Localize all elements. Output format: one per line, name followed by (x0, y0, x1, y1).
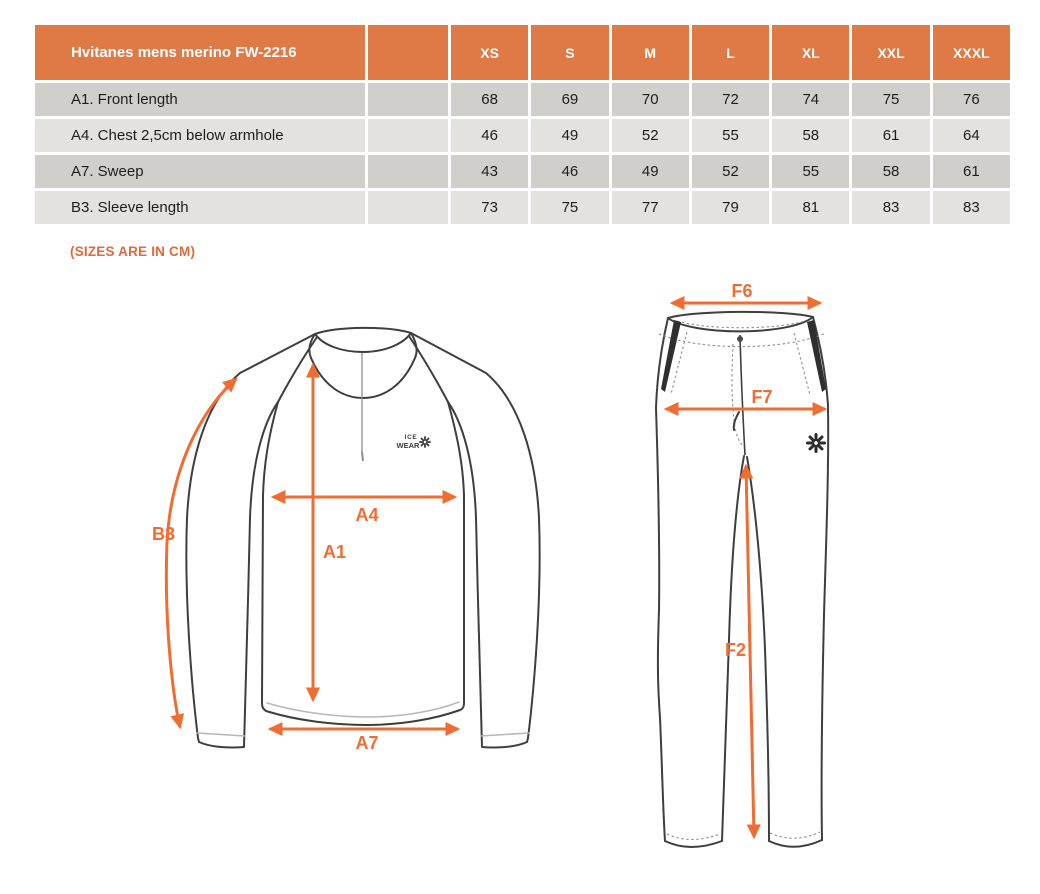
size-header-s: S (531, 25, 608, 80)
size-value: 43 (451, 155, 528, 188)
size-header-m: M (612, 25, 689, 80)
table-title: Hvitanes mens merino FW-2216 (35, 25, 365, 80)
row-label-sweep: A7. Sweep (35, 155, 365, 188)
shirt-b3-arrow (166, 379, 236, 727)
size-value: 70 (612, 83, 689, 116)
pants-button (737, 336, 743, 342)
shirt-b3-label: B3 (152, 524, 176, 544)
size-header-xl: XL (772, 25, 849, 80)
shirt-collar-fill (315, 328, 411, 352)
size-value: 76 (933, 83, 1010, 116)
size-header-l: L (692, 25, 769, 80)
size-value: 83 (933, 191, 1010, 224)
size-value: 55 (692, 119, 769, 152)
size-value: 68 (451, 83, 528, 116)
pants-right-outer-edge (813, 317, 828, 840)
size-value: 58 (852, 155, 929, 188)
shirt-hem-inner-line (267, 702, 459, 717)
size-value: 49 (612, 155, 689, 188)
row-label-front-length: A1. Front length (35, 83, 365, 116)
pants-right-leg-hem (769, 840, 822, 847)
size-value: 61 (852, 119, 929, 152)
size-header-xs: XS (451, 25, 528, 80)
size-value: 79 (692, 191, 769, 224)
sizes-unit-note: (SIZES ARE IN CM) (70, 244, 196, 259)
pants-left-outer-edge (656, 318, 668, 841)
size-value: 49 (531, 119, 608, 152)
size-header-xxl: XXL (852, 25, 929, 80)
shirt-body-outline (262, 402, 464, 725)
size-value: 75 (531, 191, 608, 224)
shirt-right-shoulder (411, 333, 486, 373)
size-value: 52 (692, 155, 769, 188)
pants-left-pocket (661, 320, 681, 392)
pants-f2-label: F2 (724, 640, 746, 660)
pants-right-leg-hem-stitch (770, 832, 820, 838)
row-label-sleeve-length: B3. Sleeve length (35, 191, 365, 224)
size-value: 55 (772, 155, 849, 188)
pants-f7-label: F7 (751, 387, 773, 407)
pants-waistband-fill (668, 312, 813, 332)
shirt-right-cuff-line (481, 733, 529, 736)
size-value: 72 (692, 83, 769, 116)
size-value: 75 (852, 83, 929, 116)
logo-snowflake-icon (420, 437, 430, 447)
icewear-logo (397, 434, 430, 450)
size-value: 81 (772, 191, 849, 224)
size-value: 46 (531, 155, 608, 188)
size-value: 52 (612, 119, 689, 152)
shirt-left-sleeve (186, 373, 278, 747)
pants-drawing (656, 281, 828, 847)
shirt-drawing (152, 328, 540, 753)
size-value: 83 (852, 191, 929, 224)
shirt-left-shoulder (240, 334, 315, 373)
shirt-right-raglan-seam (409, 336, 448, 402)
pants-f2-arrow (746, 466, 754, 837)
size-value: 46 (451, 119, 528, 152)
shirt-a4-label: A4 (355, 505, 379, 525)
shirt-left-raglan-seam (278, 337, 317, 402)
logo-text-ice: ICE (404, 434, 418, 441)
logo-text-wear: WEAR (396, 441, 420, 450)
pants-left-leg-hem-stitch (667, 834, 720, 840)
size-value: 74 (772, 83, 849, 116)
pants-crotch-detail (734, 412, 739, 430)
pants-snowflake-icon (808, 435, 825, 452)
row-label-chest: A4. Chest 2,5cm below armhole (35, 119, 365, 152)
shirt-a7-label: A7 (355, 733, 379, 753)
shirt-left-cuff-line (197, 733, 245, 736)
size-value: 73 (451, 191, 528, 224)
shirt-right-sleeve (448, 373, 540, 747)
size-header-xxxl: XXXL (933, 25, 1010, 80)
size-value: 58 (772, 119, 849, 152)
pants-left-leg-hem (665, 841, 722, 847)
size-value: 64 (933, 119, 1010, 152)
pants-center-front-line (740, 335, 745, 455)
size-value: 77 (612, 191, 689, 224)
pants-f6-label: F6 (731, 281, 753, 301)
shirt-a1-label: A1 (323, 542, 347, 562)
size-value: 61 (933, 155, 1010, 188)
shirt-zipper-pull (362, 452, 363, 461)
size-value: 69 (531, 83, 608, 116)
pants-right-pocket-stitch (794, 333, 810, 395)
